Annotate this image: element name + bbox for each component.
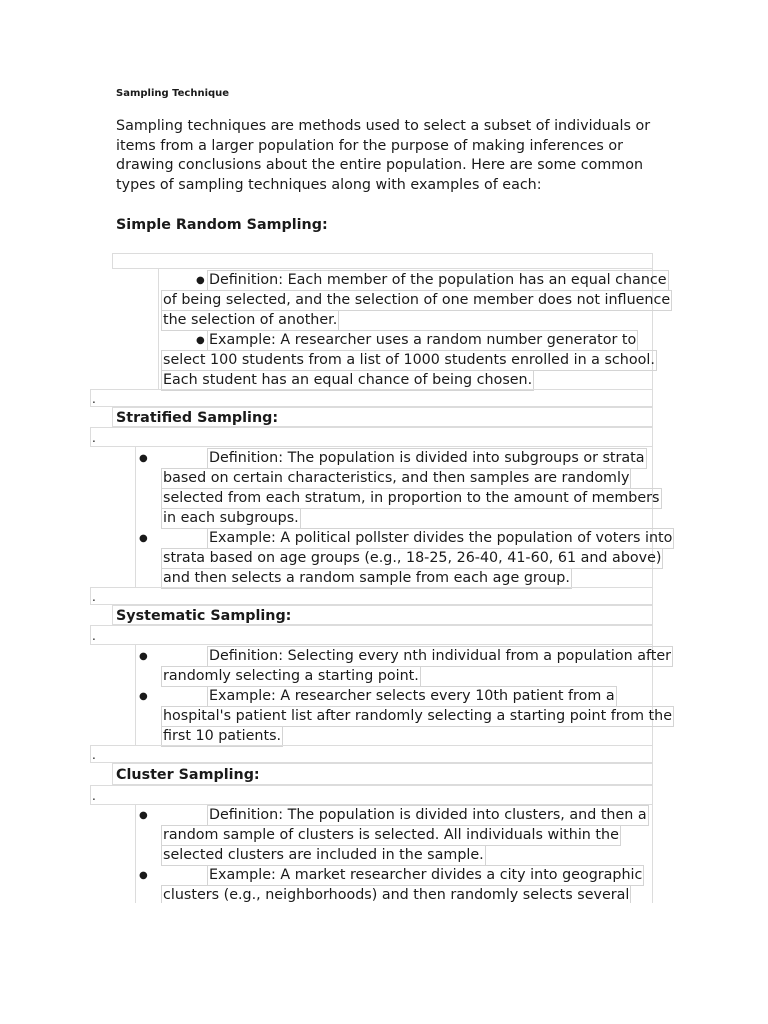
bullet-line: Example: A researcher selects every 10th patient from a — [207, 686, 617, 707]
bullet-line: selected clusters are included in the sample. — [161, 845, 486, 866]
section-heading-systematic: Systematic Sampling: — [116, 608, 292, 624]
separator-row — [90, 427, 653, 447]
separator-dot: . — [92, 431, 96, 445]
bullet-line: first 10 patients. — [161, 726, 283, 747]
bullet-icon: ● — [196, 275, 205, 286]
bullet-line: Definition: Each member of the population has an equal chance — [207, 270, 669, 291]
bullet-icon: ● — [196, 335, 205, 346]
bullet-line: and then selects a random sample from each age group. — [161, 568, 572, 589]
bullet-line: Example: A political pollster divides the population of voters into — [207, 528, 674, 549]
bullet-line: Each student has an equal chance of being chosen. — [161, 370, 534, 391]
table-divider — [135, 447, 136, 587]
separator-row — [90, 625, 653, 645]
separator-dot: . — [92, 748, 96, 762]
table-row-empty — [112, 253, 653, 269]
bullet-line: in each subgroups. — [161, 508, 301, 529]
intro-paragraph: Sampling techniques are methods used to select a subset of individuals or items from a larger population for the purpose of making inferences or drawing conclusions about the entire population. Here are some common types of sampling techniques along with examples of each: — [116, 118, 651, 193]
bullet-icon: ● — [139, 453, 148, 464]
bullet-line: Example: A researcher uses a random number generator to — [207, 330, 638, 351]
bullet-line: based on certain characteristics, and then samples are randomly — [161, 468, 631, 489]
bullet-line: random sample of clusters is selected. All individuals within the — [161, 825, 621, 846]
bullet-line: Definition: The population is divided into subgroups or strata — [207, 448, 647, 469]
table-divider — [652, 805, 653, 903]
table-divider — [135, 645, 136, 745]
bullet-line: randomly selecting a starting point. — [161, 666, 421, 687]
bullet-icon: ● — [139, 651, 148, 662]
bullet-line: select 100 students from a list of 1000 students enrolled in a school. — [161, 350, 657, 371]
separator-row — [90, 587, 653, 605]
separator-row — [90, 745, 653, 763]
bullet-line: hospital's patient list after randomly selecting a starting point from the — [161, 706, 674, 727]
bullet-line: Definition: Selecting every nth individual from a population after — [207, 646, 673, 667]
section-heading-cluster: Cluster Sampling: — [116, 767, 260, 783]
separator-dot: . — [92, 629, 96, 643]
separator-dot: . — [92, 789, 96, 803]
bullet-line: Example: A market researcher divides a city into geographic — [207, 865, 644, 886]
separator-row — [90, 389, 653, 407]
bullet-line: clusters (e.g., neighborhoods) and then randomly selects several — [161, 885, 631, 906]
table-divider — [135, 805, 136, 903]
bullet-line: of being selected, and the selection of one member does not influence — [161, 290, 672, 311]
bullet-icon: ● — [139, 810, 148, 821]
bullet-line: the selection of another. — [161, 310, 339, 331]
bullet-line: Definition: The population is divided into clusters, and then a — [207, 805, 649, 826]
bullet-icon: ● — [139, 691, 148, 702]
bullet-icon: ● — [139, 870, 148, 881]
page-bottom-area — [0, 903, 768, 1024]
separator-dot: . — [92, 392, 96, 406]
separator-dot: . — [92, 590, 96, 604]
table-divider — [158, 269, 159, 389]
section-heading-simple-random: Simple Random Sampling: — [116, 217, 328, 233]
separator-row — [90, 785, 653, 805]
bullet-line: strata based on age groups (e.g., 18-25, 26-40, 41-60, 61 and above) — [161, 548, 663, 569]
bullet-icon: ● — [139, 533, 148, 544]
bullet-line: selected from each stratum, in proportion to the amount of members — [161, 488, 662, 509]
section-heading-stratified: Stratified Sampling: — [116, 410, 279, 426]
document-title: Sampling Technique — [116, 88, 230, 99]
